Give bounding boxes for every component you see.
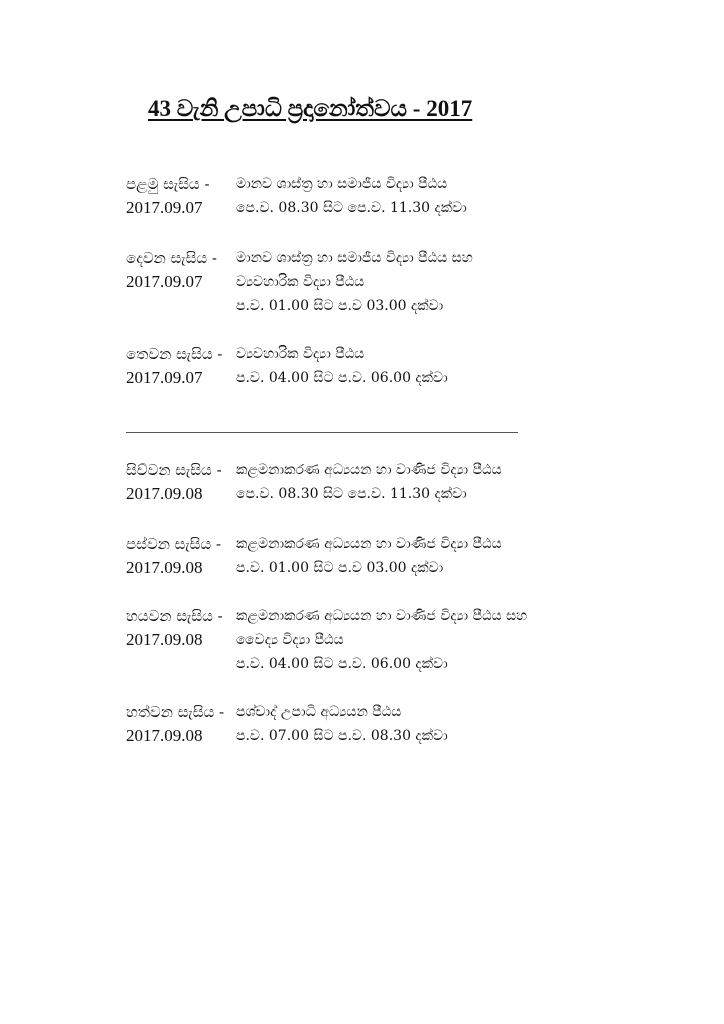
session-7-time: ප.ව. 07.00 සිට ප.ව. 08.30 දක්වා [236,728,448,744]
session-5-header-row [126,532,502,556]
session-3 [126,342,448,390]
session-2-faculty-2: ව්‍යවහාරික විද්‍යා පීඨය [236,274,365,290]
session-4 [126,458,502,506]
session-7-label: හත්වන සැසිය - [126,703,225,721]
session-1-header-row [126,172,467,196]
session-6-faculty: කළමනාකරණ අධ්‍යයන හා වාණිජ විද්‍යා පීඨය සහ [236,608,528,624]
session-4-header-row [126,458,502,482]
session-3-date-row [126,366,448,390]
session-2-faculty: මානව ශාස්ත්‍ර හා සමාජීය විද්‍යා පීඨය සහ [236,250,473,266]
session-6-date: 2017.09.08 [126,630,203,649]
session-6-label: හයවන සැසිය - [126,607,223,625]
session-4-date: 2017.09.08 [126,484,203,503]
session-5-date-row [126,556,502,580]
session-1 [126,172,467,220]
session-4-time: පෙ.ව. 08.30 සිට පෙ.ව. 11.30 දක්වා [236,486,467,502]
section-divider [126,432,518,433]
session-1-date: 2017.09.07 [126,198,203,217]
page-title: 43 වැනි උපාධි ප්‍රදානෝත්වය - 2017 [148,96,473,121]
session-2-date: 2017.09.07 [126,272,203,291]
session-2-date-row [126,270,473,294]
session-5-label: පස්වන සැසිය - [126,535,222,553]
session-1-label: පළමු සැසිය - [126,175,210,193]
session-1-date-row [126,196,467,220]
session-2-time: ප.ව. 01.00 සිට ප.ව 03.00 දක්වා [236,298,444,314]
session-5-faculty: කළමනාකරණ අධ්‍යයන හා වාණිජ විද්‍යා පීඨය [236,536,502,552]
session-7 [126,700,448,748]
session-6-header-row [126,604,527,628]
session-2-header-row [126,246,473,270]
session-3-time: ප.ව. 04.00 සිට ප.ව. 06.00 දක්වා [236,370,448,386]
session-3-header-row [126,342,448,366]
session-2-label: දෙවන සැසිය - [126,249,217,267]
session-6-time: ප.ව. 04.00 සිට ප.ව. 06.00 දක්වා [236,656,448,672]
session-5-time: ප.ව. 01.00 සිට ප.ව 03.00 දක්වා [236,560,444,576]
session-4-label: සිව්වන සැසිය - [126,461,222,479]
session-7-date-row [126,724,448,748]
session-3-faculty: ව්‍යවහාරික විද්‍යා පීඨය [236,346,365,362]
session-1-time: පෙ.ව. 08.30 සිට පෙ.ව. 11.30 දක්වා [236,200,467,216]
session-2 [126,246,473,318]
session-4-faculty: කළමනාකරණ අධ්‍යයන හා වාණිජ විද්‍යා පීඨය [236,462,502,478]
session-5-date: 2017.09.08 [126,558,203,577]
session-7-faculty: පශ්චාද් උපාධි අධ්‍යයන පීඨය [236,704,402,720]
session-3-date: 2017.09.07 [126,368,203,387]
session-1-faculty: මානව ශාස්ත්‍ර හා සමාජීය විද්‍යා පීඨය [236,176,448,192]
session-4-date-row [126,482,502,506]
session-7-header-row [126,700,448,724]
session-6-faculty-2: වෛද්‍ය විද්‍යා පීඨය [236,632,344,648]
session-7-date: 2017.09.08 [126,726,203,745]
session-6-date-row [126,628,527,652]
session-5 [126,532,502,580]
session-6 [126,604,527,676]
session-3-label: තෙවන සැසිය - [126,345,223,363]
